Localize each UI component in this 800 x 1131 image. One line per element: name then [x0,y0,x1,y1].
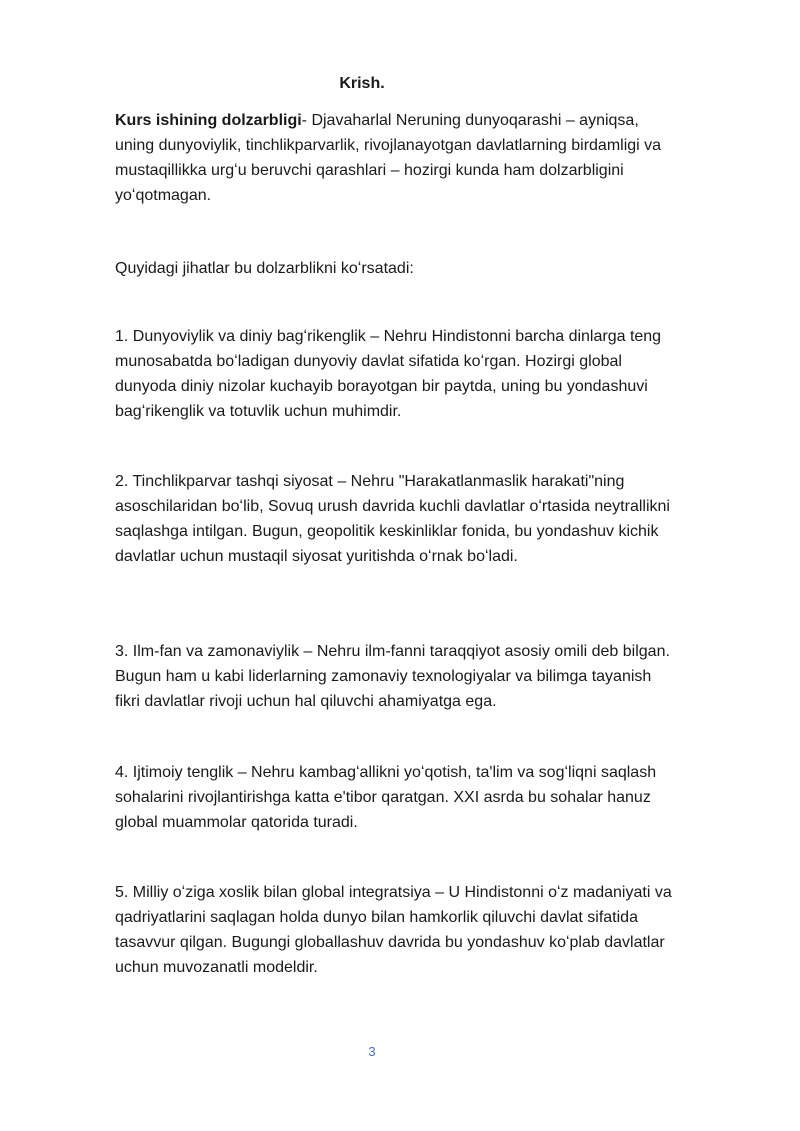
point-paragraph-3: 3. Ilm-fan va zamonaviylik – Nehru ilm-fanni taraqqiyot asosiy omili deb bilgan. Bugun ham u kabi liderlarning zamonaviy texnologiyalar va bilimga tayanish fikri davlatlar rivoji uchun hal qiluvchi ahamiyatga ega. [115,643,670,710]
intro-text: - Djavaharlal Neruning dunyoqarashi – ayniqsa, uning dunyoviylik, tinchlikparvarlik, rivojlanayotgan davlatlarning birdamligi va mustaqillikka urgʻu beruvchi qarashlari – hozirgi kunda ham dolzarbligini yoʻqotmagan. [115,112,662,204]
point-paragraph-4: 4. Ijtimoiy tenglik – Nehru kambagʻallikni yoʻqotish, ta'lim va sogʻliqni saqlash sohalarini rivojlantirishga katta e'tibor qaratgan. XXI asrda bu sohalar hanuz global muammolar qatorida turadi. [115,764,657,831]
point-paragraph-1: 1. Dunyoviylik va diniy bagʻrikenglik – Nehru Hindistonni barcha dinlarga teng munosabatda boʻladigan dunyoviy davlat sifatida koʻrgan. Hozirgi global dunyoda diniy nizolar kuchayib borayotgan bir paytda, uning bu yondashuvi bagʻrikenglik va totuvlik uchun muhimdir. [115,328,662,420]
point-paragraph-5: 5. Milliy oʻziga xoslik bilan global integratsiya – U Hindistonni oʻz madaniyati va qadriyatlarini saqlagan holda dunyo bilan hamkorlik qiluvchi davlat sifatida tasavvur qilgan. Bugungi globallashuv davrida bu yondashuv koʻplab davlatlar uchun muvozanatli modeldir. [115,884,672,976]
page-number: 3 [368,1044,376,1059]
page-title: Krish. [339,75,385,92]
lead-in-paragraph: Quyidagi jihatlar bu dolzarblikni koʻrsatadi: [115,260,414,277]
intro-paragraph [115,108,675,208]
intro-bold-heading: Kurs ishining dolzarbligi [115,112,302,129]
point-paragraph-2: 2. Tinchlikparvar tashqi siyosat – Nehru "Harakatlanmaslik harakati"ning asoschilaridan boʻlib, Sovuq urush davrida kuchli davlatlar oʻrtasida neytrallikni saqlashga intilgan. Bugun, geopolitik keskinliklar fonida, bu yondashuv kichik davlatlar uchun mustaqil siyosat yuritishda oʻrnak boʻladi. [115,473,670,565]
